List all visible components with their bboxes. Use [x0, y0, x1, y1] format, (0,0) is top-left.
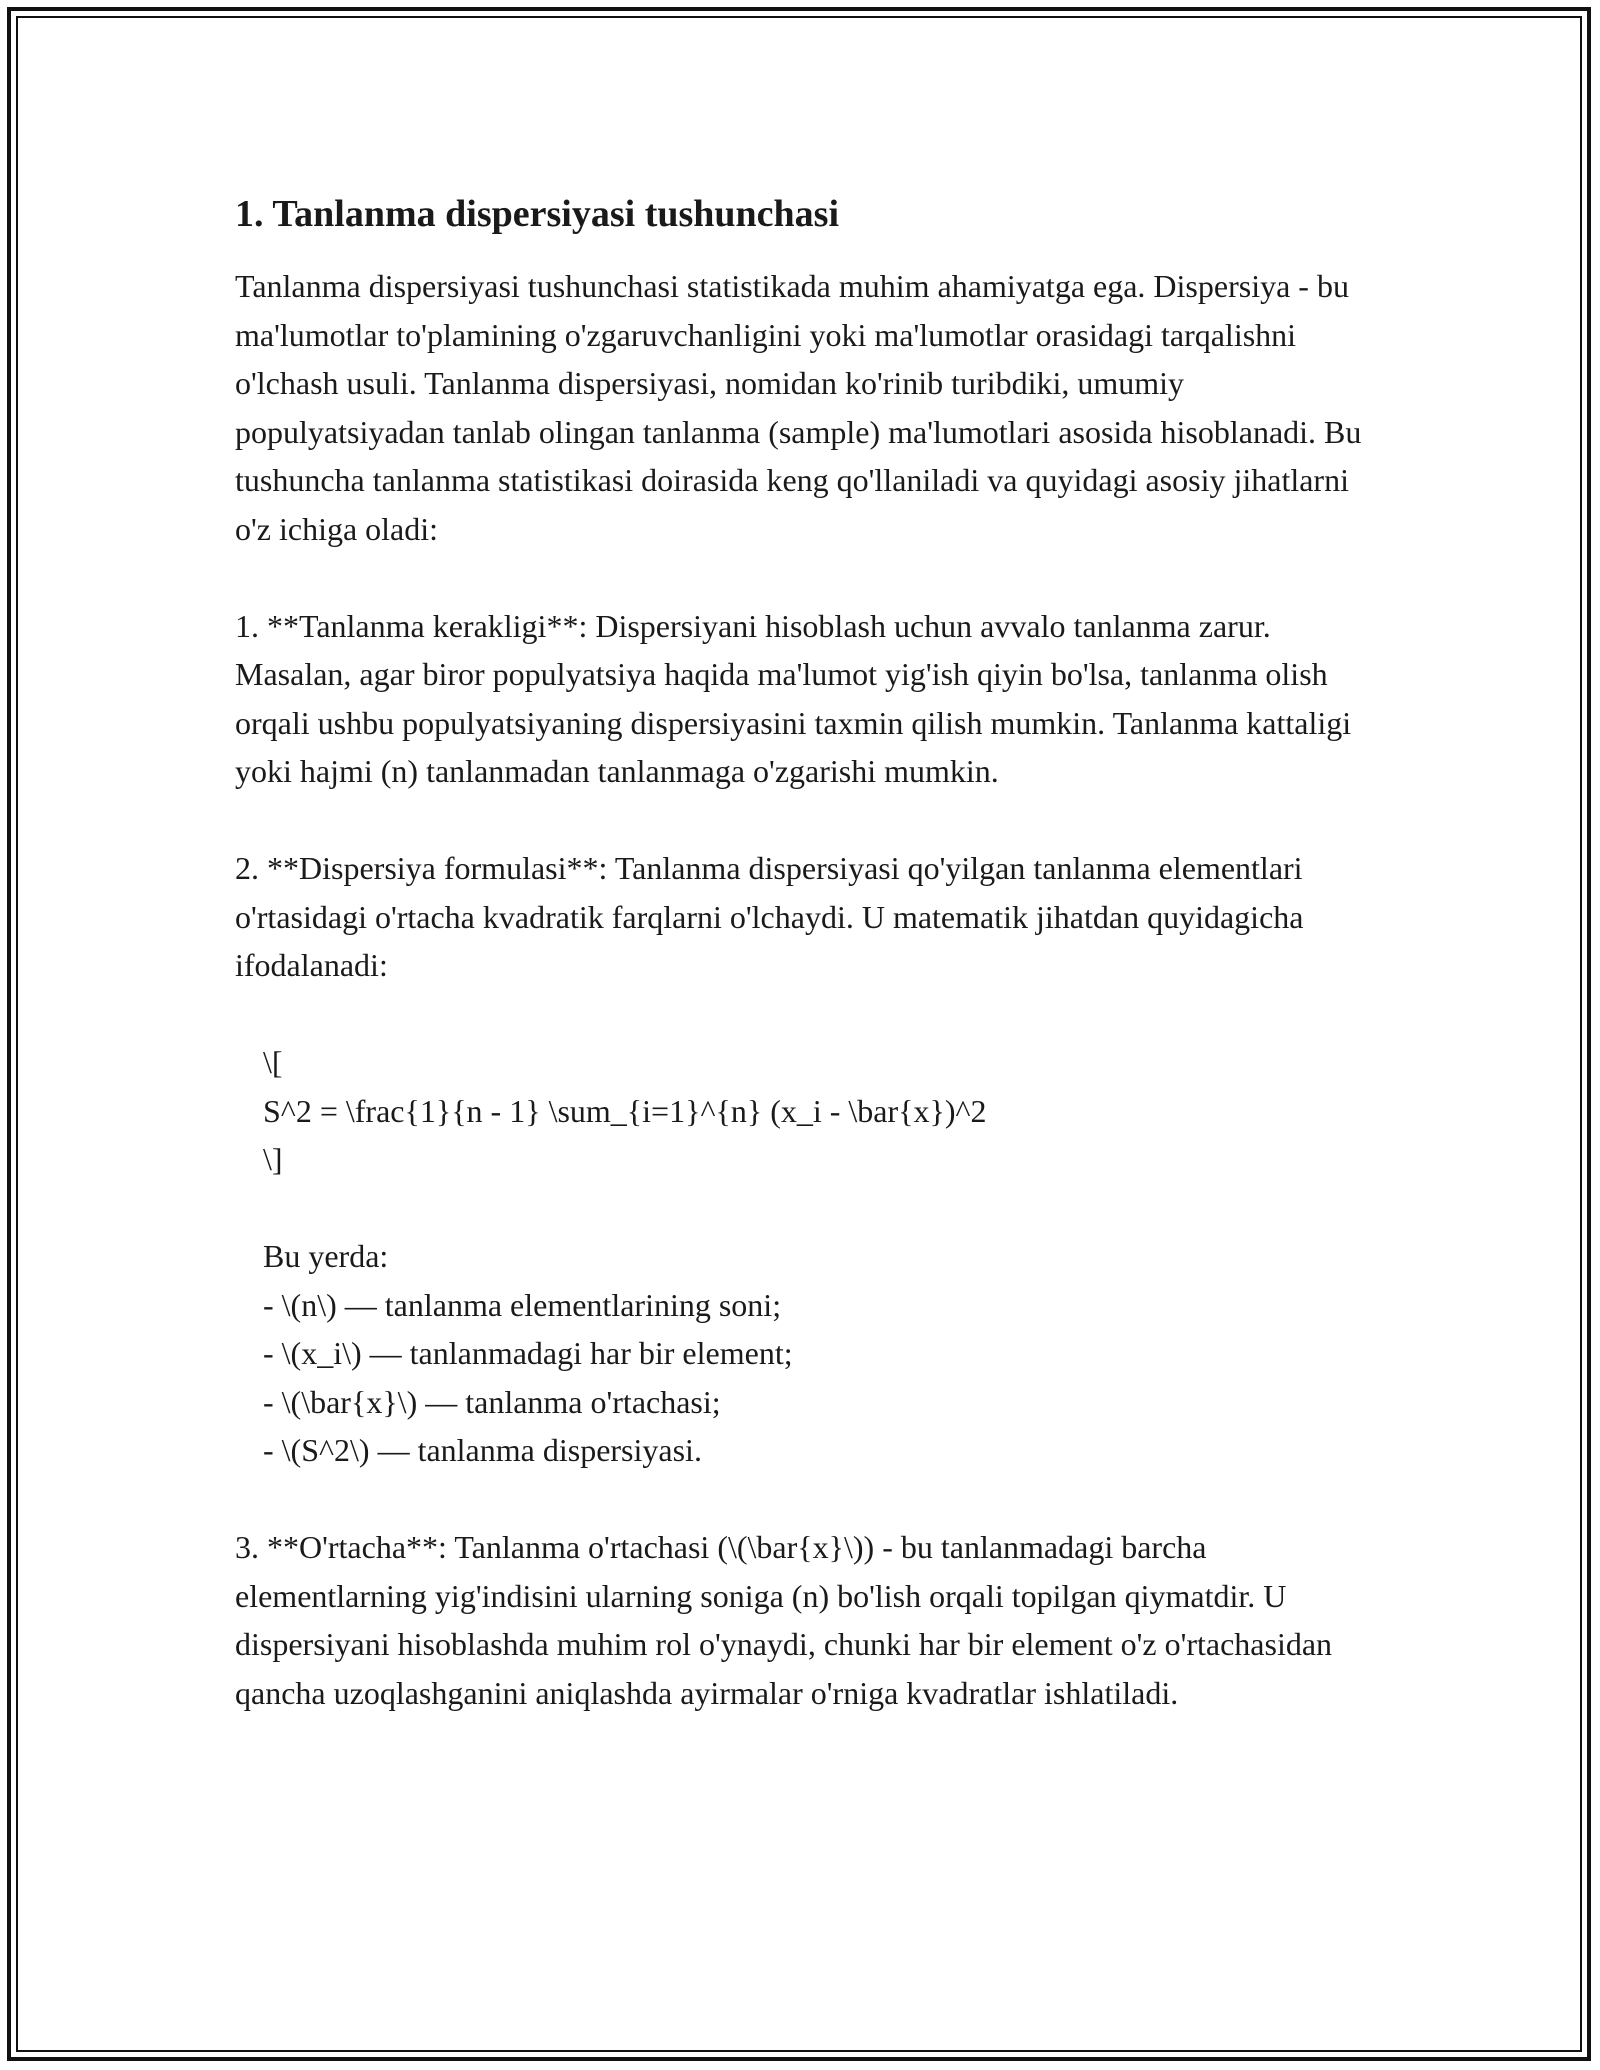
formula-expression: S^2 = \frac{1}{n - 1} \sum_{i=1}^{n} (x_i - \bar{x})^2 [263, 1092, 987, 1129]
paragraph-gap [235, 1184, 1385, 1233]
paragraph-gap [235, 553, 1385, 602]
list-item-3: 3. **O'rtacha**: Tanlanma o'rtachasi (\(\bar{x}\)) - bu tanlanmadagi barcha elementlarning yig'indisini ularning soniga (n) bo'lish orqali topilgan qiymatdir. U dispersiyani hisoblashda muhim rol o'ynaydi, chunki har bir element o'z o'rtachasidan qancha uzoqlashganini aniqlashda ayirmalar o'rniga kvadratlar ishlatiladi. [235, 1529, 1333, 1711]
formula-block [235, 1038, 1385, 1184]
definition-item: - \(S^2\) — tanlanma dispersiyasi. [263, 1432, 702, 1468]
definition-item: - \(x_i\) — tanlanmadagi har bir element; [263, 1335, 793, 1371]
definition-item: - \(n\) — tanlanma elementlarining soni; [263, 1286, 782, 1323]
section-heading: 1. Tanlanma dispersiyasi tushunchasi [235, 193, 840, 235]
formula-close: \] [263, 1141, 283, 1177]
document-body [235, 190, 1385, 1717]
list-item-1: 1. **Tanlanma kerakligi**: Dispersiyani hisoblash uchun avvalo tanlanma zarur. Masalan, agar biror populyatsiya haqida ma'lumot yig'ish qiyin bo'lsa, tanlanma olish orqali ushbu populyatsiyaning dispersiyasini taxmin qilish mumkin. Tanlanma kattaligi yoki hajmi (n) tanlanmadan tanlanmaga o'zgarishi mumkin. [235, 607, 1352, 789]
definitions-block [235, 1232, 1385, 1475]
definitions-title: Bu yerda: [263, 1238, 389, 1274]
paragraph-gap [235, 990, 1385, 1039]
formula-open: \[ [263, 1044, 283, 1080]
definition-item: - \(\bar{x}\) — tanlanma o'rtachasi; [263, 1383, 721, 1420]
intro-paragraph: Tanlanma dispersiyasi tushunchasi statistikada muhim ahamiyatga ega. Dispersiya - bu ma'lumotlar to'plamining o'zgaruvchanligini yoki ma'lumotlar orasidagi tarqalishni o'lchash usuli. Tanlanma dispersiyasi, nomidan ko'rinib turibdiki, umumiy populyatsiyadan tanlab olingan tanlanma (sample) ma'lumotlari asosida hisoblanadi. Bu tushuncha tanlanma statistikasi doirasida keng qo'llaniladi va quyidagi asosiy jihatlarni o'z ichiga oladi: [235, 268, 1362, 547]
paragraph-gap [235, 1475, 1385, 1524]
list-item-2: 2. **Dispersiya formulasi**: Tanlanma dispersiyasi qo'yilgan tanlanma elementlari o'rtasidagi o'rtacha kvadratik farqlarni o'lchaydi. U matematik jihatdan quyidagicha ifodalanadi: [235, 850, 1304, 983]
paragraph-gap [235, 796, 1385, 845]
